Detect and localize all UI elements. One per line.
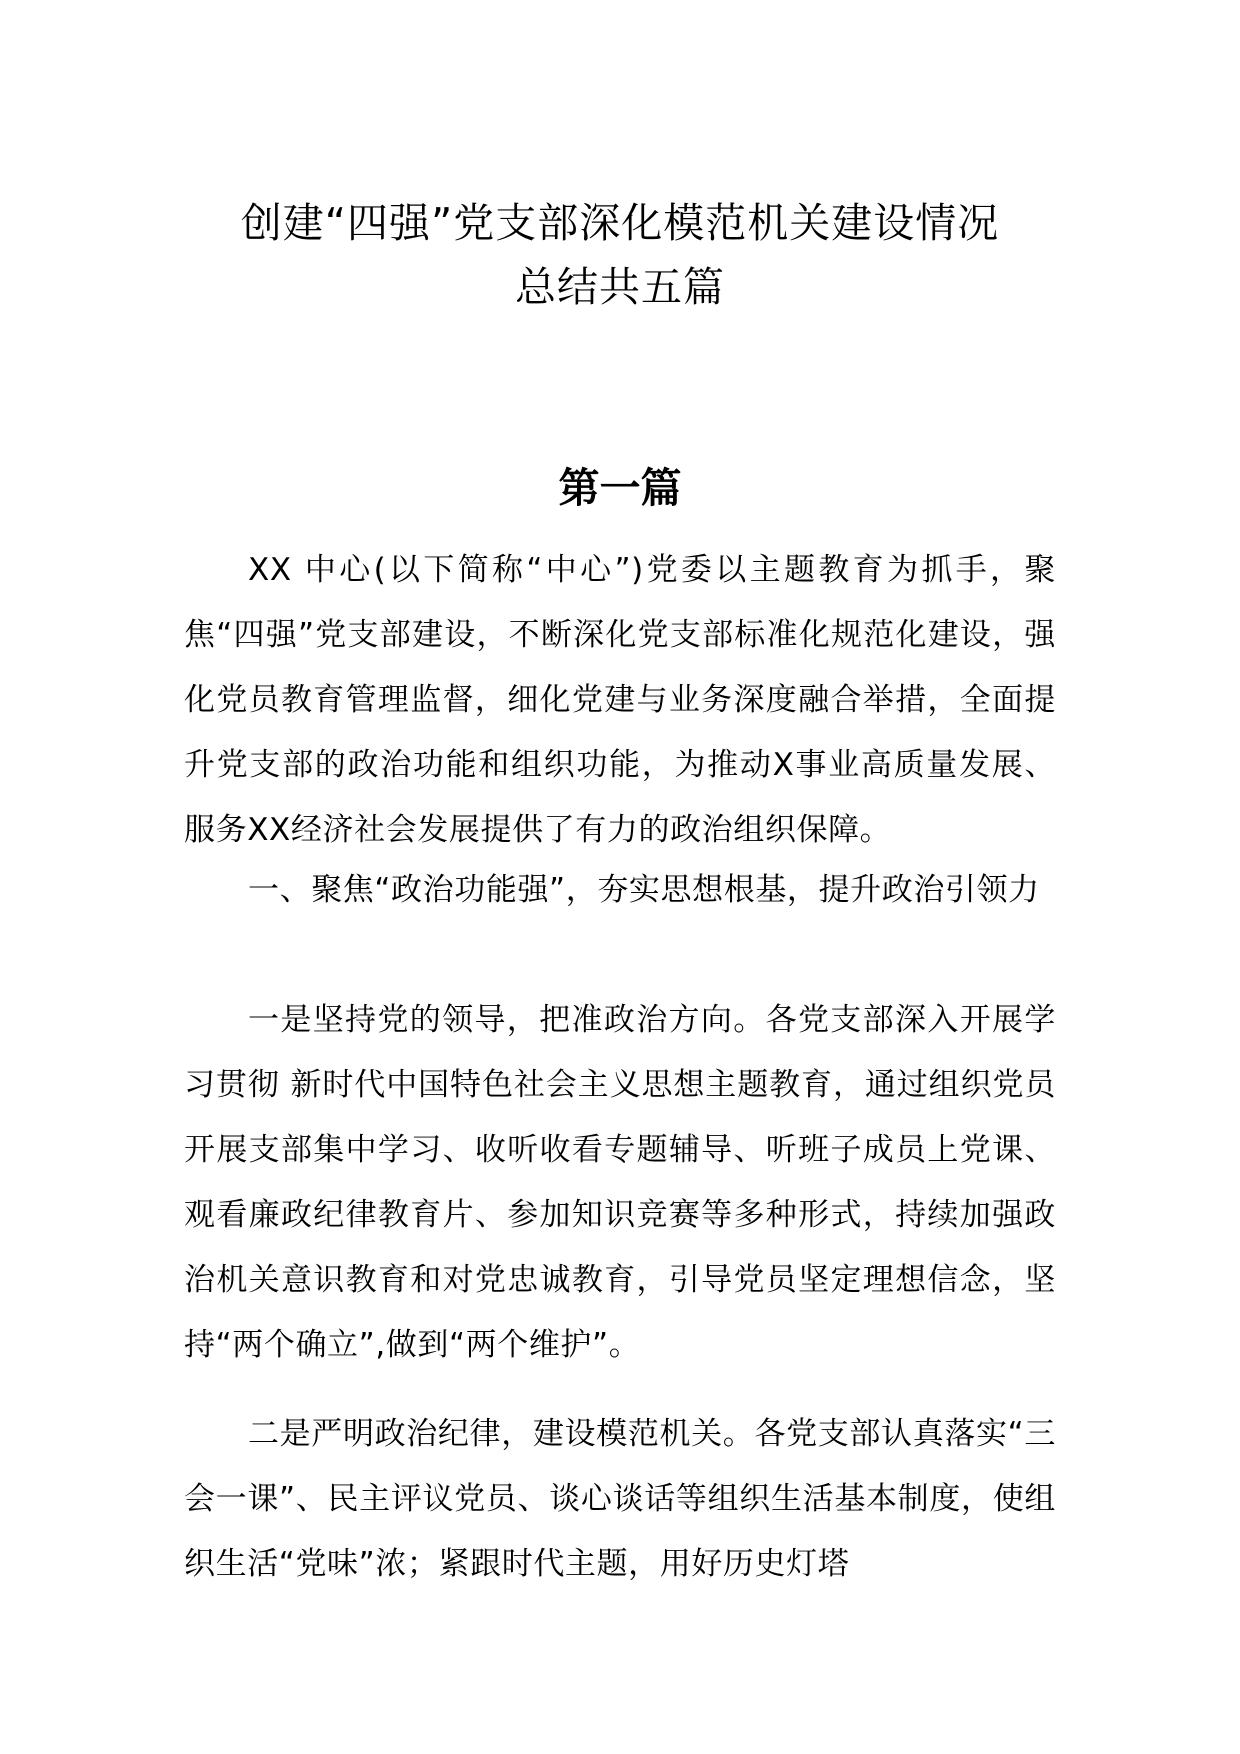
paragraph-subheading-1: 一、聚焦“政治功能强”，夯实思想根基，提升政治引领力 — [248, 872, 1040, 908]
section-heading: 第一篇 — [558, 464, 682, 512]
paragraph-point-1: 一是坚持党的领导，把准政治方向。各党支部深入开展学习贯彻 新时代中国特色社会主义思想主题教育，通过组织党员开展支部集中学习、收听收看专题辅导、听班子成员上党课、观看廉政纪律教育片、参加知识竞赛等多种形式，持续加强政治机关意识教育和对党忠诚教育，引导党员坚定理想信念，坚持“两个确立”,做到“两个维护”。 — [184, 1002, 1056, 1363]
paragraph-point-2: 二是严明政治纪律，建设模范机关。各党支部认真落实“三会一课”、民主评议党员、谈心谈话等组织生活基本制度，使组织生活“党味”浓；紧跟时代主题，用好历史灯塔 — [184, 1416, 1056, 1582]
document-title-line-1: 创建“四强”党支部深化模范机关建设情况 — [240, 199, 1000, 247]
document-title-line-2: 总结共五篇 — [515, 263, 725, 311]
paragraph-intro: XX 中心(以下简称“中心”)党委以主题教育为抓手，聚焦“四强”党支部建设，不断深化党支部标准化规范化建设，强化党员教育管理监督，细化党建与业务深度融合举措，全面提升党支部的政治功能和组织功能，为推动X事业高质量发展、服务XX经济社会发展提供了有力的政治组织保障。 — [184, 552, 1056, 848]
